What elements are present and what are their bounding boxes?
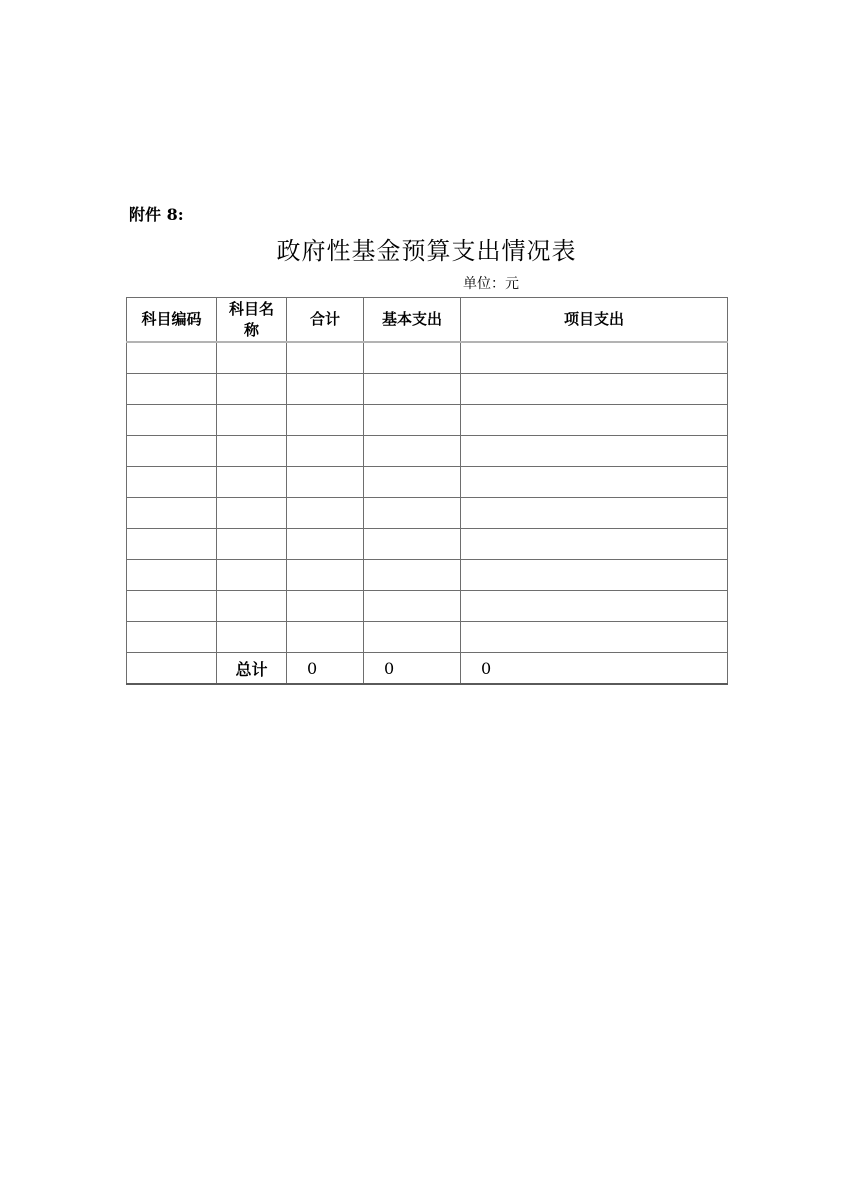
table-row xyxy=(127,467,728,498)
total-row-total-value: 0 xyxy=(287,653,364,685)
cell-project-expenditure xyxy=(461,622,728,653)
cell-basic-expenditure xyxy=(364,591,461,622)
page-title: 政府性基金预算支出情况表 xyxy=(276,237,577,265)
cell-subject-code xyxy=(127,591,217,622)
cell-project-expenditure xyxy=(461,560,728,591)
cell-subject-name xyxy=(217,622,287,653)
cell-project-expenditure xyxy=(461,374,728,405)
header-project-expenditure: 项目支出 xyxy=(461,298,728,343)
cell-total xyxy=(287,560,364,591)
cell-basic-expenditure xyxy=(364,405,461,436)
budget-table xyxy=(126,297,728,685)
cell-subject-name xyxy=(217,436,287,467)
cell-subject-code xyxy=(127,467,217,498)
table-row xyxy=(127,498,728,529)
header-total: 合计 xyxy=(287,298,364,343)
cell-total xyxy=(287,342,364,374)
cell-basic-expenditure xyxy=(364,374,461,405)
table-row xyxy=(127,560,728,591)
cell-subject-code xyxy=(127,529,217,560)
total-row-label: 总计 xyxy=(217,653,287,685)
header-subject-name: 科目名称 xyxy=(217,298,287,343)
unit-label: 单位：元 xyxy=(463,276,519,292)
cell-total xyxy=(287,498,364,529)
header-subject-code: 科目编码 xyxy=(127,298,217,343)
cell-subject-code xyxy=(127,405,217,436)
cell-subject-name xyxy=(217,560,287,591)
table-row xyxy=(127,622,728,653)
cell-subject-code xyxy=(127,498,217,529)
cell-subject-code xyxy=(127,374,217,405)
cell-subject-name xyxy=(217,498,287,529)
cell-subject-code xyxy=(127,622,217,653)
cell-basic-expenditure xyxy=(364,498,461,529)
table-header-row xyxy=(127,298,728,343)
table-row xyxy=(127,529,728,560)
cell-basic-expenditure xyxy=(364,560,461,591)
attachment-label: 附件 8: xyxy=(129,205,184,224)
table-row xyxy=(127,436,728,467)
total-row-basic-value: 0 xyxy=(364,653,461,685)
cell-project-expenditure xyxy=(461,498,728,529)
cell-subject-name xyxy=(217,342,287,374)
cell-subject-name xyxy=(217,405,287,436)
cell-total xyxy=(287,374,364,405)
cell-basic-expenditure xyxy=(364,342,461,374)
cell-total xyxy=(287,436,364,467)
cell-project-expenditure xyxy=(461,342,728,374)
cell-subject-name xyxy=(217,529,287,560)
cell-total xyxy=(287,622,364,653)
cell-project-expenditure xyxy=(461,591,728,622)
cell-subject-name xyxy=(217,374,287,405)
cell-project-expenditure xyxy=(461,405,728,436)
cell-project-expenditure xyxy=(461,467,728,498)
cell-subject-code xyxy=(127,560,217,591)
table-row xyxy=(127,342,728,374)
cell-total xyxy=(287,405,364,436)
cell-basic-expenditure xyxy=(364,436,461,467)
total-row-project-value: 0 xyxy=(461,653,728,685)
table-row xyxy=(127,591,728,622)
table-row xyxy=(127,374,728,405)
cell-subject-name xyxy=(217,591,287,622)
cell-total xyxy=(287,591,364,622)
cell-basic-expenditure xyxy=(364,467,461,498)
cell-subject-name xyxy=(217,467,287,498)
cell-subject-code xyxy=(127,436,217,467)
total-row-code-cell xyxy=(127,653,217,685)
cell-basic-expenditure xyxy=(364,529,461,560)
cell-subject-code xyxy=(127,342,217,374)
header-basic-expenditure: 基本支出 xyxy=(364,298,461,343)
table-total-row xyxy=(127,653,728,685)
cell-basic-expenditure xyxy=(364,622,461,653)
cell-total xyxy=(287,529,364,560)
cell-project-expenditure xyxy=(461,436,728,467)
table-row xyxy=(127,405,728,436)
cell-total xyxy=(287,467,364,498)
cell-project-expenditure xyxy=(461,529,728,560)
